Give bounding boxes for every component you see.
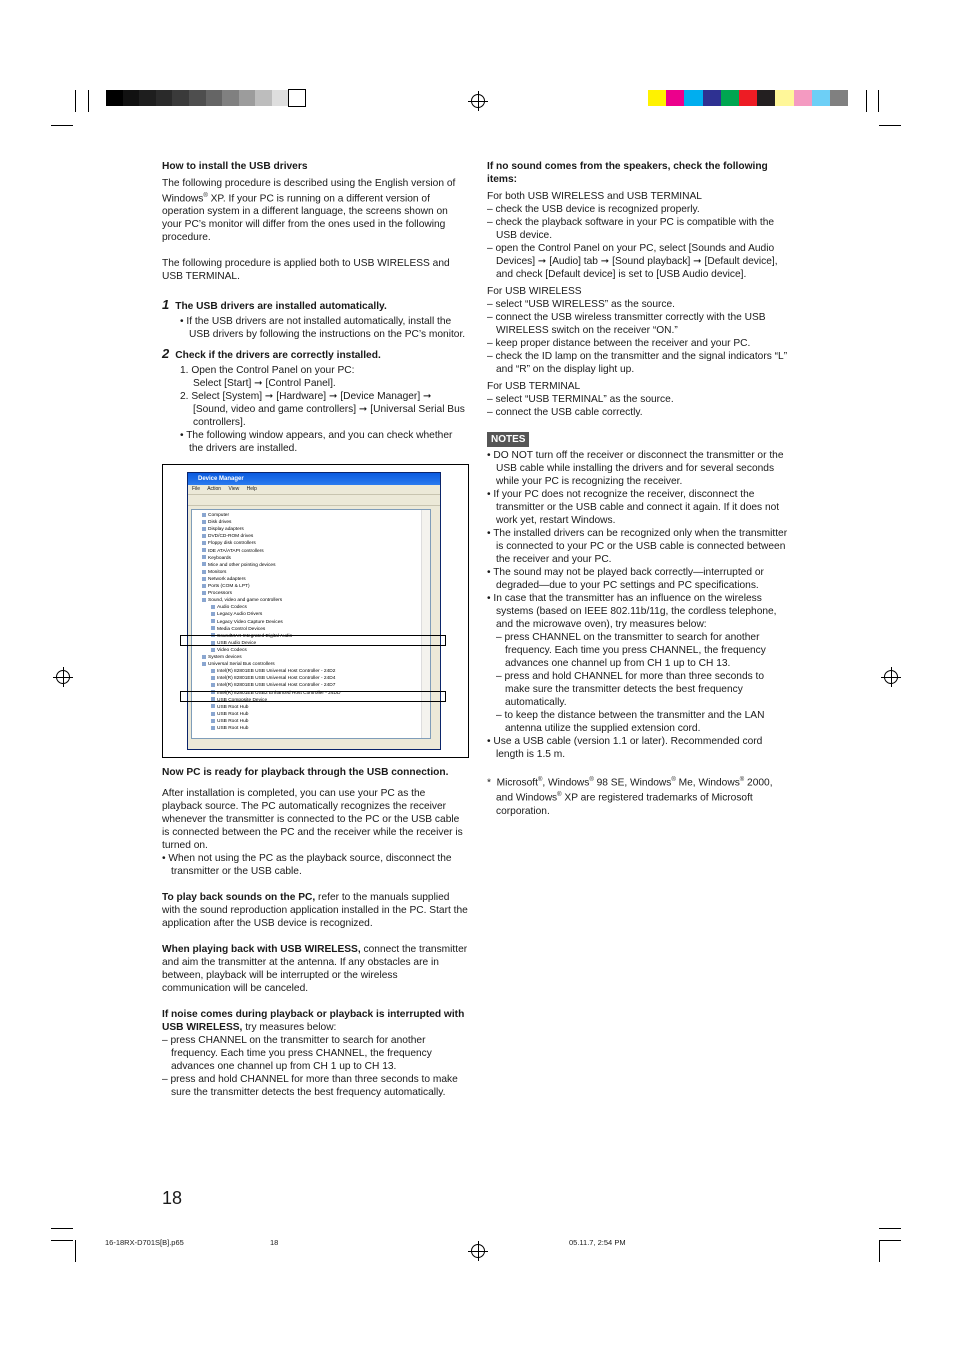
section-heading: How to install the USB drivers — [162, 161, 308, 172]
device-tree-item[interactable]: Intel(R) 82801EB USB Universal Host Controller - 24D7 — [211, 682, 335, 689]
color-swatch — [812, 90, 830, 106]
menu-help[interactable]: Help — [246, 486, 257, 492]
color-swatch — [156, 90, 173, 106]
device-tree-item[interactable]: USB Composite Device — [211, 697, 267, 704]
wireless-item: – select “USB WIRELESS” as the source. — [487, 299, 675, 310]
color-swatch — [255, 90, 272, 106]
device-tree-item[interactable]: Monitors — [202, 569, 226, 576]
step-1-bullet: • If the USB drivers are not installed automatically, install the USB drivers by following the instructions on the PC’s monitor. — [180, 316, 466, 341]
device-tree — [191, 509, 431, 739]
footer-page: 18 — [270, 1238, 279, 1247]
color-swatch — [721, 90, 739, 106]
both-item: – open the Control Panel on your PC, select [Sounds and Audio Devices] ➞ [Audio] tab ➞ [Sound playback] ➞ [Default device], and check [Default device] is set to [USB Audio device]. — [487, 243, 778, 280]
highlight-usb-audio-device — [180, 635, 446, 646]
device-tree-item[interactable]: Intel(R) 82801EB USB Universal Host Controller - 24D4 — [211, 675, 335, 682]
color-swatch — [106, 90, 123, 106]
color-swatch — [684, 90, 702, 106]
menu-action[interactable]: Action — [207, 486, 222, 492]
step-2-item-1: 1. Open the Control Panel on your PC: — [180, 365, 355, 377]
note: • DO NOT turn off the receiver or disconnect the transmitter or the USB cable while installing the drivers and for several seconds while your PC is recognizing the receiver. — [487, 450, 784, 487]
window-title: Device Manager — [188, 473, 440, 485]
menu-bar — [188, 485, 440, 494]
device-tree-item[interactable]: USB Root Hub — [211, 704, 248, 711]
noise-dash-2: – press and hold CHANNEL for more than three seconds to make sure the transmitter detects the best frequency automatically. — [162, 1074, 458, 1098]
note: • Use a USB cable (version 1.1 or later). Recommended cord length is 1.5 m. — [487, 736, 763, 760]
ready-heading: Now PC is ready for playback through the USB connection. — [162, 767, 449, 778]
color-swatch — [289, 90, 306, 106]
device-tree-item[interactable]: Display adapters — [202, 526, 244, 533]
color-swatch — [123, 90, 140, 106]
note: • In case that the transmitter has an influence on the wireless systems (based on IEEE 802.11b/11g, the cordless telephone, and the microwave oven), try measures below: — [487, 593, 777, 630]
device-tree-item[interactable]: USB Root Hub — [211, 725, 248, 732]
after-install-bullet: • When not using the PC as the playback source, disconnect the transmitter or the USB cable. — [162, 853, 452, 877]
noise-dash-1: – press CHANNEL on the transmitter to search for another frequency. Each time you press CHANNEL, the frequency advances one channel up from CH 1 up to CH 13. — [162, 1035, 432, 1072]
terminal-item: – connect the USB cable correctly. — [487, 407, 643, 418]
after-install-paragraph: After installation is completed, you can use your PC as the playback source. The PC automatically recognizes the receiver whenever the transmitter is connected to the PC or the USB cable is connected between the PC and the receiver while the receiver is turned on. — [162, 788, 463, 851]
device-tree-item[interactable]: Legacy Video Capture Devices — [211, 619, 283, 626]
menu-view[interactable]: View — [228, 486, 240, 492]
wireless-item: – keep proper distance between the receiver and your PC. — [487, 338, 751, 349]
right-column — [487, 160, 789, 818]
color-swatch — [189, 90, 206, 106]
device-tree-item[interactable]: Processors — [202, 590, 232, 597]
notes-heading: NOTES — [487, 432, 789, 447]
intro-paragraph-2: The following procedure is applied both to USB WIRELESS and USB TERMINAL. — [162, 258, 450, 283]
terminal-heading: For USB TERMINAL — [487, 381, 581, 392]
color-swatch — [272, 90, 289, 106]
device-tree-item[interactable]: Floppy disk controllers — [202, 540, 256, 547]
color-swatch — [666, 90, 684, 106]
color-swatch — [703, 90, 721, 106]
device-tree-item[interactable]: Audio Codecs — [211, 604, 247, 611]
device-tree-item[interactable]: Mice and other pointing devices — [202, 562, 275, 569]
note: • The installed drivers can be recognized only when the transmitter is connected to your PC or the USB cable is connected between the receiver and your PC. — [487, 528, 788, 565]
note-dash: – press CHANNEL on the transmitter to search for another frequency. Each time you press CHANNEL, the frequency advances one channel up from CH 1 up to CH 13. — [496, 632, 766, 669]
left-column — [162, 160, 468, 455]
device-tree-item[interactable]: Video Codecs — [211, 647, 247, 654]
both-item: – check the USB device is recognized properly. — [487, 204, 700, 215]
device-tree-item[interactable]: Sound, video and game controllers — [202, 597, 282, 604]
color-swatch — [739, 90, 757, 106]
right-heading: If no sound comes from the speakers, check the following items: — [487, 161, 768, 185]
device-tree-item[interactable]: USB Audio Device — [211, 640, 256, 647]
wireless-paragraph: When playing back with USB WIRELESS, connect the transmitter and aim the transmitter at the antenna. If any obstacles are in between, playback will be interrupted or the wireless communication will be canceled. — [162, 944, 468, 994]
device-tree-item[interactable]: IDE ATA/ATAPI controllers — [202, 548, 264, 555]
device-tree-item[interactable]: DVD/CD-ROM drives — [202, 533, 253, 540]
play-paragraph: To play back sounds on the PC, refer to the manuals supplied with the sound reproduction application installed in the PC. Start the application after the USB device is recognized. — [162, 892, 468, 929]
step-1: 1 The USB drivers are installed automatically. — [162, 297, 387, 313]
step-2-item-1-detail: Select [Start] ➞ [Control Panel]. — [193, 378, 336, 390]
wireless-item: – check the ID lamp on the transmitter and the signal indicators “L” and “R” on the display light up. — [487, 351, 788, 375]
device-tree-item[interactable]: Legacy Audio Drivers — [211, 611, 262, 618]
registration-mark-right — [884, 670, 898, 684]
color-swatch — [648, 90, 666, 106]
page-number: 18 — [162, 1188, 183, 1208]
device-tree-item[interactable]: Network adapters — [202, 576, 246, 583]
device-tree-item[interactable]: USB Root Hub — [211, 718, 248, 725]
step-2: 2 Check if the drivers are correctly installed. — [162, 346, 381, 362]
intro-paragraph: The following procedure is described using the English version of Windows® XP. If your PC is running on a different version of operation system in a different language, the screens shown on your PC’s monitor will differ from the ones used in the following procedure. — [162, 178, 456, 244]
color-swatch — [139, 90, 156, 106]
note: • The sound may not be played back correctly—interrupted or degraded—due to your PC settings and PC specifications. — [487, 567, 764, 591]
note-dash: – press and hold CHANNEL for more than three seconds to make sure the transmitter detects the best frequency automatically. — [496, 671, 765, 708]
scrollbar[interactable] — [421, 510, 430, 738]
color-swatch — [794, 90, 812, 106]
color-swatch — [172, 90, 189, 106]
step-2-item-2: 2. Select [System] ➞ [Hardware] ➞ [Device Manager] ➞ [Sound, video and game controllers] ➞ [Universal Serial Bus controllers]. — [180, 391, 465, 429]
device-tree-item[interactable]: Intel(R) 82801EB USB Universal Host Controller - 24D2 — [211, 668, 335, 675]
registration-mark-left — [56, 670, 70, 684]
highlight-usb-composite-device — [180, 691, 446, 702]
wireless-heading: For USB WIRELESS — [487, 286, 582, 297]
device-tree-item[interactable]: SoundMAX Integrated Digital Audio — [211, 633, 292, 640]
both-heading: For both USB WIRELESS and USB TERMINAL — [487, 191, 702, 202]
left-column-lower — [162, 766, 468, 1099]
both-item: – check the playback software in your PC is compatible with the USB device. — [487, 217, 775, 241]
footer-date: 05.11.7, 2:54 PM — [569, 1238, 626, 1247]
device-tree-item[interactable]: Keyboards — [202, 555, 231, 562]
footer-file: 16-18RX-D701S[B].p65 — [105, 1238, 184, 1247]
noise-paragraph: If noise comes during playback or playback is interrupted with USB WIRELESS, try measures below: — [162, 1009, 465, 1033]
color-swatch — [239, 90, 256, 106]
device-tree-item[interactable]: Computer — [202, 512, 229, 519]
note-dash: – to keep the distance between the transmitter and the LAN antenna utilize the supplied extension cord. — [496, 710, 765, 734]
note: • If your PC does not recognize the receiver, disconnect the transmitter or the USB cable and connect it again. If it does not work yet, restart Windows. — [487, 489, 780, 526]
device-tree-item[interactable]: Universal Serial Bus controllers — [202, 661, 275, 668]
device-tree-item[interactable]: Media Control Devices — [211, 626, 265, 633]
toolbar — [188, 494, 440, 506]
color-swatch — [222, 90, 239, 106]
device-tree-item[interactable]: Ports (COM & LPT) — [202, 583, 250, 590]
registration-mark-bottom — [471, 1244, 485, 1258]
terminal-item: – select “USB TERMINAL” as the source. — [487, 394, 674, 405]
device-tree-item[interactable]: Intel(R) 82801EB USB2 Enhanced Host Controller - 24DD — [211, 690, 340, 697]
color-swatch — [830, 90, 848, 106]
menu-file[interactable]: File — [192, 486, 201, 492]
device-tree-item[interactable]: Disk drives — [202, 519, 231, 526]
trademark-note: * Microsoft®, Windows® 98 SE, Windows® Me, Windows® 2000, and Windows® XP are registered trademarks of Microsoft corporation. — [487, 777, 773, 817]
color-swatch — [206, 90, 223, 106]
color-swatch — [775, 90, 793, 106]
registration-mark-top — [471, 94, 485, 108]
wireless-item: – connect the USB wireless transmitter correctly with the USB WIRELESS switch on the receiver “ON.” — [487, 312, 766, 336]
color-swatch — [757, 90, 775, 106]
device-tree-item[interactable]: USB Root Hub — [211, 711, 248, 718]
device-manager-window — [187, 472, 441, 750]
device-tree-item[interactable]: System devices — [202, 654, 242, 661]
step-2-bullet: • The following window appears, and you can check whether the drivers are installed. — [180, 430, 453, 455]
